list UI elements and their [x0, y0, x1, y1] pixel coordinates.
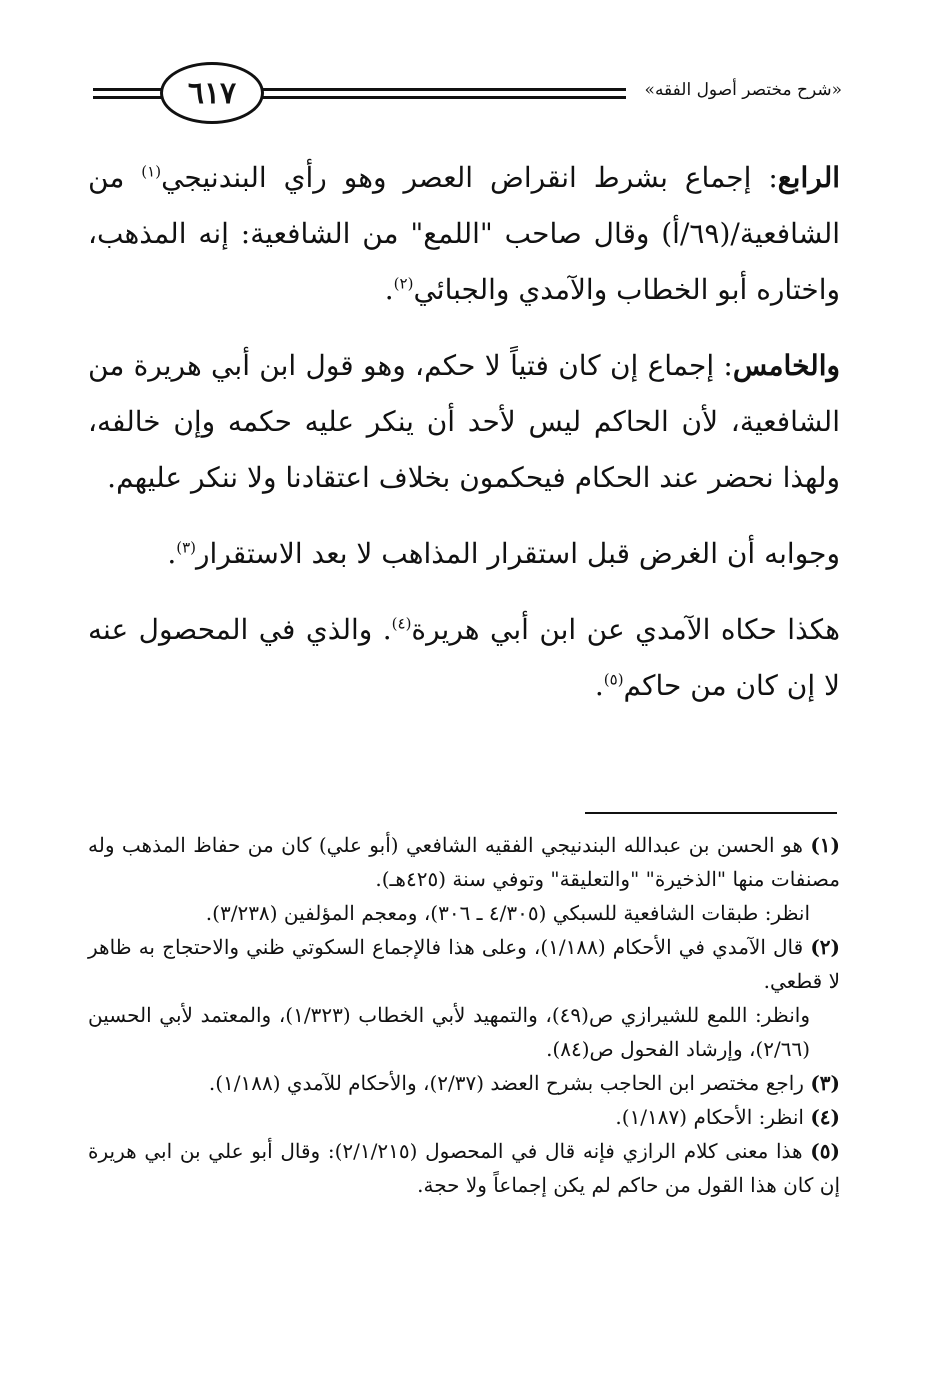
paragraph-fifth: [88, 338, 840, 506]
footnote-number: (١): [810, 833, 840, 857]
paragraph-text: : إجماع بشرط انقراض العصر وهو رأي البندنيجي: [161, 161, 778, 194]
paragraph-citation: [88, 602, 840, 714]
footnote-number: (٥): [810, 1139, 840, 1163]
footnote-ref[interactable]: (٢): [393, 274, 414, 293]
footnote-ref[interactable]: (٤): [391, 614, 412, 633]
footnote-ref[interactable]: (١): [141, 162, 162, 181]
header-rule-left-bottom: [93, 96, 163, 99]
footnote-ref[interactable]: (٣): [176, 538, 197, 557]
header-rule-right-bottom: [262, 96, 626, 99]
footnote-number: (٣): [810, 1071, 840, 1095]
running-title: «شرح مختصر أصول الفقه»: [644, 80, 842, 100]
main-text: [88, 150, 840, 714]
footnote-ref[interactable]: (٥): [603, 670, 624, 689]
footnote-number: (٢): [810, 935, 840, 959]
paragraph-text: من الشافعية/(٦٩/أ) وقال صاحب "اللمع" من الشافعية: إنه المذهب، واختاره أبو الخطاب والآمدي والجبائي: [88, 161, 840, 306]
footnote-text: قال الآمدي في الأحكام (١/١٨٨)، وعلى هذا فالإجماع السكوتي ظني والاحتجاج به ظاهر لا قطعي.: [88, 935, 840, 993]
footnote-2-continuation: [88, 998, 840, 1066]
footnote-text: راجع مختصر ابن الحاجب بشرح العضد (٢/٣٧)، والأحكام للآمدي (١/١٨٨).: [208, 1071, 804, 1095]
footnote-text: انظر: طبقات الشافعية للسبكي (٤/٣٠٥ ـ ٣٠٦)، ومعجم المؤلفين (٣/٢٣٨).: [205, 901, 810, 925]
paragraph-text: وجوابه أن الغرض قبل استقرار المذاهب لا بعد الاستقرار: [196, 537, 840, 570]
footnote-4: [88, 1100, 840, 1134]
footnote-number: (٤): [810, 1105, 840, 1129]
footnote-1-continuation: [88, 896, 840, 930]
footnote-separator: [585, 812, 837, 814]
footnote-text: هذا معنى كلام الرازي فإنه قال في المحصول (٢/١/٢١٥): وقال أبو علي بن ابي هريرة إن كان هذا القول من حاكم لم يكن إجماعاً ولا حجة.: [88, 1139, 840, 1197]
paragraph-answer: [88, 526, 840, 582]
paragraph-label: والخامس: [732, 349, 840, 382]
paragraph-label: الرابع: [777, 161, 840, 194]
paragraph-text: .: [384, 273, 394, 306]
footnote-text: هو الحسن بن عبدالله البندنيجي الفقيه الشافعي (أبو علي) كان من حفاظ المذهب وله مصنفات منها "الذخيرة" "والتعليقة" وتوفي سنة (٤٢٥هـ).: [88, 833, 840, 891]
paragraph-fourth: [88, 150, 840, 318]
paragraph-text: هكذا حكاه الآمدي عن ابن أبي هريرة: [411, 613, 841, 646]
paragraph-text: . والذي في المحصول عنه لا إن كان من حاكم: [88, 613, 840, 702]
header-rule-left-top: [93, 88, 163, 91]
header-rule-right-top: [262, 88, 626, 91]
footnote-3: [88, 1066, 840, 1100]
footnote-2: [88, 930, 840, 998]
footnote-5: [88, 1134, 840, 1202]
footnotes: [88, 828, 840, 1202]
page-number: ٦١٧: [160, 62, 264, 124]
paragraph-text: : إجماع إن كان فتياً لا حكم، وهو قول ابن أبي هريرة من الشافعية، لأن الحاكم ليس لأحد أن ينكر عليه حكمه وإن خالفه، ولهذا نحضر عند الحكام فيحكمون بخلاف اعتقادنا ولا ننكر عليهم.: [88, 349, 840, 494]
footnote-text: وانظر: اللمع للشيرازي ص(٤٩)، والتمهيد لأبي الخطاب (١/٣٢٣)، والمعتمد لأبي الحسين (٢/٦٦)، وإرشاد الفحول ص(٨٤).: [88, 1003, 810, 1061]
footnote-text: انظر: الأحكام (١/١٨٧).: [615, 1105, 804, 1129]
paragraph-text: .: [594, 669, 604, 702]
footnote-1: [88, 828, 840, 896]
paragraph-text: .: [167, 537, 177, 570]
